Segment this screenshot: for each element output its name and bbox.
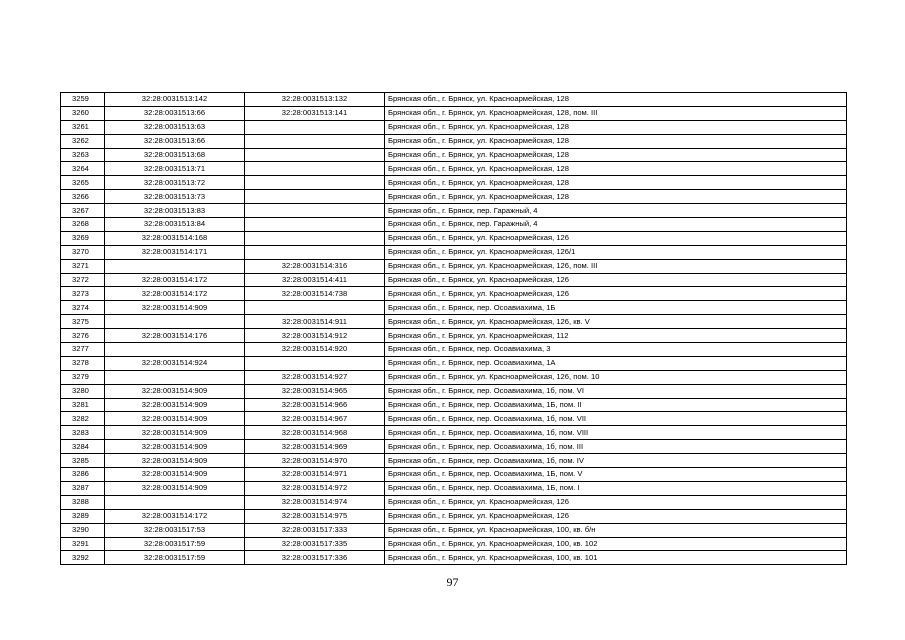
address-cell: Брянская обл., г. Брянск, пер. Гаражный, 4 [385, 204, 847, 218]
cadastral-number-cell: 32:28:0031513:83 [105, 204, 245, 218]
cadastral-number-cell: 32:28:0031513:142 [105, 93, 245, 107]
row-number-cell: 3263 [61, 148, 105, 162]
address-cell: Брянская обл., г. Брянск, ул. Красноармейская, 126, кв. V [385, 315, 847, 329]
row-number-cell: 3292 [61, 551, 105, 565]
row-number-cell: 3270 [61, 245, 105, 259]
row-number-cell: 3278 [61, 356, 105, 370]
table-row [61, 426, 847, 440]
row-number-cell: 3269 [61, 231, 105, 245]
table-row [61, 287, 847, 301]
address-cell: Брянская обл., г. Брянск, ул. Красноармейская, 128 [385, 162, 847, 176]
address-cell: Брянская обл., г. Брянск, пер. Осоавиахима, 1б, пом. VII [385, 412, 847, 426]
row-number-cell: 3265 [61, 176, 105, 190]
related-cadastral-number-cell [245, 204, 385, 218]
cadastral-number-cell: 32:28:0031514:909 [105, 468, 245, 482]
address-cell: Брянская обл., г. Брянск, ул. Красноармейская, 128 [385, 134, 847, 148]
address-cell: Брянская обл., г. Брянск, ул. Красноармейская, 126 [385, 231, 847, 245]
table-row [61, 190, 847, 204]
cadastral-number-cell: 32:28:0031514:909 [105, 440, 245, 454]
row-number-cell: 3283 [61, 426, 105, 440]
related-cadastral-number-cell: 32:28:0031514:968 [245, 426, 385, 440]
related-cadastral-number-cell [245, 301, 385, 315]
row-number-cell: 3286 [61, 468, 105, 482]
table-row [61, 148, 847, 162]
cadastral-number-cell: 32:28:0031513:71 [105, 162, 245, 176]
table-row [61, 315, 847, 329]
cadastral-number-cell: 32:28:0031514:909 [105, 454, 245, 468]
related-cadastral-number-cell: 32:28:0031517:333 [245, 523, 385, 537]
address-cell: Брянская обл., г. Брянск, пер. Осоавиахима, 1б, пом. VIII [385, 426, 847, 440]
address-cell: Брянская обл., г. Брянск, пер. Осоавиахима, 1А [385, 356, 847, 370]
cadastral-number-cell: 32:28:0031513:66 [105, 106, 245, 120]
table-row [61, 176, 847, 190]
related-cadastral-number-cell [245, 231, 385, 245]
row-number-cell: 3287 [61, 481, 105, 495]
related-cadastral-number-cell: 32:28:0031514:912 [245, 329, 385, 343]
row-number-cell: 3275 [61, 315, 105, 329]
address-cell: Брянская обл., г. Брянск, ул. Красноармейская, 126 [385, 287, 847, 301]
address-cell: Брянская обл., г. Брянск, ул. Красноармейская, 100, кв. б/н [385, 523, 847, 537]
cadastral-number-cell: 32:28:0031514:909 [105, 412, 245, 426]
row-number-cell: 3279 [61, 370, 105, 384]
table-row [61, 120, 847, 134]
cadastral-number-cell [105, 370, 245, 384]
cadastral-number-cell [105, 495, 245, 509]
related-cadastral-number-cell: 32:28:0031514:966 [245, 398, 385, 412]
address-cell: Брянская обл., г. Брянск, ул. Красноармейская, 126/1 [385, 245, 847, 259]
related-cadastral-number-cell [245, 245, 385, 259]
address-cell: Брянская обл., г. Брянск, пер. Осоавиахима, 1б, пом. VI [385, 384, 847, 398]
cadastral-number-cell: 32:28:0031514:909 [105, 426, 245, 440]
registry-table [60, 92, 847, 565]
related-cadastral-number-cell: 32:28:0031514:967 [245, 412, 385, 426]
related-cadastral-number-cell: 32:28:0031514:974 [245, 495, 385, 509]
row-number-cell: 3288 [61, 495, 105, 509]
row-number-cell: 3261 [61, 120, 105, 134]
cadastral-number-cell: 32:28:0031514:909 [105, 384, 245, 398]
address-cell: Брянская обл., г. Брянск, пер. Осоавиахима, 1Б, пом. I [385, 481, 847, 495]
address-cell: Брянская обл., г. Брянск, ул. Красноармейская, 128 [385, 176, 847, 190]
cadastral-number-cell: 32:28:0031514:171 [105, 245, 245, 259]
address-cell: Брянская обл., г. Брянск, пер. Осоавиахима, 1Б [385, 301, 847, 315]
table-row [61, 301, 847, 315]
address-cell: Брянская обл., г. Брянск, ул. Красноармейская, 126 [385, 495, 847, 509]
table-row [61, 106, 847, 120]
related-cadastral-number-cell: 32:28:0031514:738 [245, 287, 385, 301]
table-row [61, 204, 847, 218]
related-cadastral-number-cell: 32:28:0031517:336 [245, 551, 385, 565]
row-number-cell: 3273 [61, 287, 105, 301]
table-row [61, 412, 847, 426]
row-number-cell: 3277 [61, 343, 105, 357]
table-row [61, 398, 847, 412]
row-number-cell: 3282 [61, 412, 105, 426]
table-row [61, 468, 847, 482]
row-number-cell: 3266 [61, 190, 105, 204]
related-cadastral-number-cell [245, 190, 385, 204]
related-cadastral-number-cell [245, 356, 385, 370]
cadastral-number-cell: 32:28:0031513:84 [105, 218, 245, 232]
address-cell: Брянская обл., г. Брянск, пер. Осоавиахима, 3 [385, 343, 847, 357]
related-cadastral-number-cell [245, 176, 385, 190]
address-cell: Брянская обл., г. Брянск, пер. Осоавиахима, 1Б, пом. II [385, 398, 847, 412]
related-cadastral-number-cell [245, 218, 385, 232]
table-row [61, 495, 847, 509]
related-cadastral-number-cell [245, 148, 385, 162]
table-row [61, 329, 847, 343]
table-row [61, 134, 847, 148]
address-cell: Брянская обл., г. Брянск, ул. Красноармейская, 128 [385, 93, 847, 107]
table-row [61, 537, 847, 551]
related-cadastral-number-cell: 32:28:0031514:971 [245, 468, 385, 482]
related-cadastral-number-cell [245, 134, 385, 148]
related-cadastral-number-cell: 32:28:0031514:920 [245, 343, 385, 357]
related-cadastral-number-cell: 32:28:0031514:965 [245, 384, 385, 398]
related-cadastral-number-cell: 32:28:0031513:141 [245, 106, 385, 120]
related-cadastral-number-cell: 32:28:0031514:911 [245, 315, 385, 329]
table-row [61, 231, 847, 245]
table-row [61, 454, 847, 468]
table-row [61, 245, 847, 259]
address-cell: Брянская обл., г. Брянск, ул. Красноармейская, 128 [385, 190, 847, 204]
related-cadastral-number-cell: 32:28:0031514:970 [245, 454, 385, 468]
related-cadastral-number-cell: 32:28:0031517:335 [245, 537, 385, 551]
cadastral-number-cell: 32:28:0031513:73 [105, 190, 245, 204]
table-row [61, 162, 847, 176]
related-cadastral-number-cell: 32:28:0031514:927 [245, 370, 385, 384]
related-cadastral-number-cell: 32:28:0031514:975 [245, 509, 385, 523]
table-row [61, 259, 847, 273]
row-number-cell: 3274 [61, 301, 105, 315]
address-cell: Брянская обл., г. Брянск, ул. Красноармейская, 128 [385, 148, 847, 162]
row-number-cell: 3268 [61, 218, 105, 232]
cadastral-number-cell: 32:28:0031513:66 [105, 134, 245, 148]
table-row [61, 273, 847, 287]
cadastral-number-cell: 32:28:0031514:172 [105, 287, 245, 301]
row-number-cell: 3260 [61, 106, 105, 120]
row-number-cell: 3291 [61, 537, 105, 551]
table-row [61, 384, 847, 398]
cadastral-number-cell: 32:28:0031513:63 [105, 120, 245, 134]
page-number: 97 [446, 575, 459, 589]
cadastral-number-cell: 32:28:0031514:168 [105, 231, 245, 245]
cadastral-number-cell [105, 259, 245, 273]
table-row [61, 93, 847, 107]
cadastral-number-cell: 32:28:0031513:68 [105, 148, 245, 162]
address-cell: Брянская обл., г. Брянск, пер. Гаражный, 4 [385, 218, 847, 232]
row-number-cell: 3262 [61, 134, 105, 148]
row-number-cell: 3264 [61, 162, 105, 176]
row-number-cell: 3281 [61, 398, 105, 412]
cadastral-number-cell: 32:28:0031517:59 [105, 537, 245, 551]
cadastral-number-cell: 32:28:0031514:909 [105, 481, 245, 495]
table-row [61, 523, 847, 537]
related-cadastral-number-cell: 32:28:0031514:411 [245, 273, 385, 287]
address-cell: Брянская обл., г. Брянск, пер. Осоавиахима, 1б, пом. IV [385, 454, 847, 468]
row-number-cell: 3271 [61, 259, 105, 273]
related-cadastral-number-cell [245, 120, 385, 134]
table-row [61, 509, 847, 523]
table-row [61, 551, 847, 565]
row-number-cell: 3285 [61, 454, 105, 468]
cadastral-number-cell: 32:28:0031514:172 [105, 509, 245, 523]
cadastral-number-cell: 32:28:0031514:909 [105, 398, 245, 412]
row-number-cell: 3280 [61, 384, 105, 398]
cadastral-number-cell [105, 343, 245, 357]
related-cadastral-number-cell: 32:28:0031514:969 [245, 440, 385, 454]
row-number-cell: 3267 [61, 204, 105, 218]
table-row [61, 343, 847, 357]
row-number-cell: 3259 [61, 93, 105, 107]
cadastral-number-cell: 32:28:0031517:53 [105, 523, 245, 537]
cadastral-number-cell: 32:28:0031514:176 [105, 329, 245, 343]
address-cell: Брянская обл., г. Брянск, ул. Красноармейская, 126 [385, 273, 847, 287]
address-cell: Брянская обл., г. Брянск, ул. Красноармейская, 126, пом. 10 [385, 370, 847, 384]
address-cell: Брянская обл., г. Брянск, ул. Красноармейская, 100, кв. 101 [385, 551, 847, 565]
cadastral-number-cell [105, 315, 245, 329]
registry-table-body [61, 93, 847, 565]
related-cadastral-number-cell: 32:28:0031514:972 [245, 481, 385, 495]
address-cell: Брянская обл., г. Брянск, ул. Красноармейская, 128 [385, 120, 847, 134]
table-row [61, 440, 847, 454]
address-cell: Брянская обл., г. Брянск, пер. Осоавиахима, 1б, пом. III [385, 440, 847, 454]
address-cell: Брянская обл., г. Брянск, ул. Красноармейская, 128, пом. III [385, 106, 847, 120]
table-row [61, 356, 847, 370]
address-cell: Брянская обл., г. Брянск, ул. Красноармейская, 100, кв. 102 [385, 537, 847, 551]
table-row [61, 370, 847, 384]
cadastral-number-cell: 32:28:0031514:909 [105, 301, 245, 315]
address-cell: Брянская обл., г. Брянск, пер. Осоавиахима, 1Б, пом. V [385, 468, 847, 482]
address-cell: Брянская обл., г. Брянск, ул. Красноармейская, 126 [385, 509, 847, 523]
row-number-cell: 3276 [61, 329, 105, 343]
related-cadastral-number-cell: 32:28:0031514:316 [245, 259, 385, 273]
cadastral-number-cell: 32:28:0031513:72 [105, 176, 245, 190]
row-number-cell: 3290 [61, 523, 105, 537]
cadastral-number-cell: 32:28:0031517:59 [105, 551, 245, 565]
address-cell: Брянская обл., г. Брянск, ул. Красноармейская, 112 [385, 329, 847, 343]
row-number-cell: 3272 [61, 273, 105, 287]
row-number-cell: 3284 [61, 440, 105, 454]
cadastral-number-cell: 32:28:0031514:172 [105, 273, 245, 287]
related-cadastral-number-cell [245, 162, 385, 176]
table-row [61, 218, 847, 232]
table-row [61, 481, 847, 495]
address-cell: Брянская обл., г. Брянск, ул. Красноармейская, 126, пом. III [385, 259, 847, 273]
cadastral-number-cell: 32:28:0031514:924 [105, 356, 245, 370]
related-cadastral-number-cell: 32:28:0031513:132 [245, 93, 385, 107]
row-number-cell: 3289 [61, 509, 105, 523]
